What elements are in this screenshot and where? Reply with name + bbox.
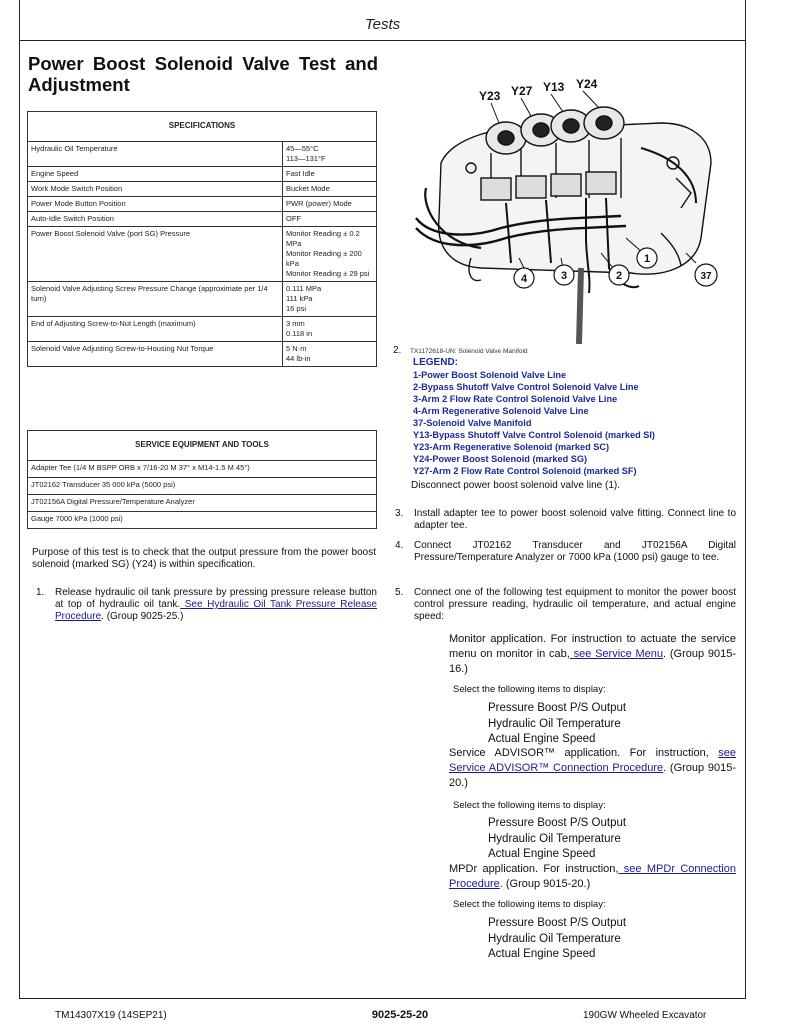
- frame-right-border: [745, 0, 746, 998]
- spec-value: 3 mm 0.118 in: [283, 317, 377, 342]
- spec-value: 5 N·m 44 lb-in: [283, 342, 377, 367]
- legend-item: Y27-Arm 2 Flow Rate Control Solenoid (marked SF): [413, 466, 637, 476]
- spec-item: Solenoid Valve Adjusting Screw Pressure Change (approximate per 1/4 turn): [28, 282, 283, 317]
- step-1-text: [55, 587, 377, 623]
- display-item: Hydraulic Oil Temperature: [488, 832, 621, 845]
- legend-item: Y24-Power Boost Solenoid (marked SG): [413, 454, 588, 464]
- spec-item: Power Mode Button Position: [28, 197, 283, 212]
- header-rule: [19, 40, 746, 41]
- tank-pressure-release-link[interactable]: See Hydraulic Oil Tank Pressure Release Procedure: [55, 599, 377, 622]
- spec-row: [28, 212, 377, 227]
- diagram-label-y24: Y24: [576, 77, 598, 91]
- tool-item: Gauge 7000 kPa (1000 psi): [28, 512, 377, 529]
- mpdr-application-text: [449, 862, 736, 892]
- spec-item: Hydraulic Oil Temperature: [28, 142, 283, 167]
- step-5-text: Connect one of the following test equipment to monitor the power boost control pressure reading, hydraulic oil temperature, and actual engine speed:: [414, 587, 736, 622]
- monitor-body: Monitor application. For instruction to actuate the service menu on monitor in cab,: [449, 633, 736, 660]
- legend-item: 2-Bypass Shutoff Valve Control Solenoid Valve Line: [413, 382, 639, 392]
- display-item: Pressure Boost P/S Output: [488, 917, 627, 929]
- footer-rule: [19, 998, 746, 999]
- spec-row: [28, 282, 377, 317]
- monitor-group: . (Group 9015-16.): [449, 648, 736, 675]
- step-1-body: Release hydraulic oil tank pressure by pressing pressure release button at top of hydraulic oil tank.: [55, 587, 377, 610]
- step-1-number: 1.: [36, 587, 45, 598]
- spec-item: Work Mode Switch Position: [28, 182, 283, 197]
- callout-1: 1: [643, 253, 651, 265]
- legend-title: LEGEND:: [413, 357, 458, 368]
- legend-item: Y23-Arm Regenerative Solenoid (marked SC): [413, 442, 610, 452]
- mpdr-body: MPDr application. For instruction,: [449, 863, 619, 875]
- step-4-text: Connect JT02162 Transducer and JT02156A Digital Pressure/Temperature Analyzer or 7000 kPa (1000 psi) gauge to tee.: [414, 540, 736, 563]
- legend-item: Y13-Bypass Shutoff Valve Control Solenoid (marked SI): [413, 430, 655, 440]
- display-item: Hydraulic Oil Temperature: [488, 932, 621, 945]
- spec-item: Auto-Idle Switch Position: [28, 212, 283, 227]
- legend-item: 4-Arm Regenerative Solenoid Valve Line: [413, 406, 589, 416]
- select-label-3: Select the following items to display:: [453, 899, 606, 910]
- service-advisor-connection-link[interactable]: see Service ADVISOR™ Connection Procedure: [449, 747, 736, 774]
- diagram-label-y13: Y13: [543, 80, 565, 94]
- display-item: Pressure Boost P/S Output: [488, 817, 627, 829]
- diagram-label-y27: Y27: [511, 84, 533, 98]
- figure-legend: [413, 357, 655, 477]
- footer-page-number: 9025-25-20: [371, 1009, 429, 1021]
- spec-row: [28, 197, 377, 212]
- header-title: Tests: [364, 16, 401, 33]
- mpdr-connection-link[interactable]: see MPDr Connection Procedure: [449, 863, 736, 890]
- step-3-text: Install adapter tee to power boost solenoid valve fitting. Connect line to adapter tee.: [414, 508, 736, 531]
- disconnect-instruction: Disconnect power boost solenoid valve line (1).: [411, 480, 620, 491]
- spec-value: 45—55°C 113—131°F: [283, 142, 377, 167]
- tool-row: [28, 495, 377, 512]
- spec-row: [28, 227, 377, 282]
- legend-item: 1-Power Boost Solenoid Valve Line: [413, 370, 567, 380]
- callout-4: 4: [520, 273, 528, 285]
- footer-machine-name: 190GW Wheeled Excavator: [583, 1010, 707, 1021]
- service-tools-table: [27, 430, 377, 529]
- spec-row: [28, 317, 377, 342]
- callout-2: 2: [615, 270, 623, 282]
- spec-row: [28, 167, 377, 182]
- figure-id: TX1172618-UN: Solenoid Valve Manifold: [410, 348, 528, 355]
- display-item: Hydraulic Oil Temperature: [488, 717, 621, 730]
- spec-value: PWR (power) Mode: [283, 197, 377, 212]
- legend-item: 37-Solenoid Valve Manifold: [413, 418, 532, 428]
- solenoid-valve-manifold-diagram: [411, 68, 741, 344]
- tool-item: JT02162 Transducer 35 000 kPa (5000 psi): [28, 478, 377, 495]
- step-1-group: . (Group 9025-25.): [101, 611, 184, 622]
- spec-item: End of Adjusting Screw-to-Nut Length (maximum): [28, 317, 283, 342]
- select-label-1: Select the following items to display:: [453, 684, 606, 695]
- display-item: Actual Engine Speed: [488, 948, 596, 960]
- tool-row: [28, 478, 377, 495]
- display-items-1: [488, 701, 626, 748]
- tool-row: [28, 461, 377, 478]
- service-menu-link[interactable]: see Service Menu: [569, 648, 664, 660]
- spec-row: [28, 182, 377, 197]
- display-item: Actual Engine Speed: [488, 733, 596, 745]
- specifications-heading: SPECIFICATIONS: [28, 112, 377, 142]
- diagram-label-y23: Y23: [479, 89, 501, 103]
- step-4-number: 4.: [395, 540, 404, 551]
- step-5-number: 5.: [395, 587, 404, 598]
- display-item: Pressure Boost P/S Output: [488, 702, 627, 714]
- tool-item: JT02156A Digital Pressure/Temperature Analyzer: [28, 495, 377, 512]
- spec-value: Bucket Mode: [283, 182, 377, 197]
- spec-value: Monitor Reading ± 0.2 MPa Monitor Reading ± 200 kPa Monitor Reading ± 29 psi: [283, 227, 377, 282]
- step-3-number: 3.: [395, 508, 404, 519]
- legend-item: 3-Arm 2 Flow Rate Control Solenoid Valve Line: [413, 394, 618, 404]
- purpose-text: Purpose of this test is to check that the output pressure from the power boost solenoid (marked SG) (Y24) is within specification.: [32, 547, 376, 570]
- spec-value: Fast Idle: [283, 167, 377, 182]
- tool-row: [28, 512, 377, 529]
- advisor-group: . (Group 9015-20.): [449, 762, 736, 789]
- select-label-2: Select the following items to display:: [453, 800, 606, 811]
- frame-left-border: [19, 0, 20, 998]
- callout-3: 3: [560, 270, 568, 282]
- spec-row: [28, 342, 377, 367]
- display-item: Actual Engine Speed: [488, 848, 596, 860]
- spec-item: Engine Speed: [28, 167, 283, 182]
- callout-37: 37: [700, 271, 712, 282]
- specifications-table: [27, 111, 377, 367]
- monitor-application-text: [449, 632, 736, 677]
- footer-manual-id: TM14307X19 (14SEP21): [55, 1010, 167, 1021]
- service-tools-heading: SERVICE EQUIPMENT AND TOOLS: [28, 431, 377, 461]
- tool-item: Adapter Tee (1/4 M BSPP ORB x 7/16-20 M 37° x M14-1.5 M 45°): [28, 461, 377, 478]
- spec-row: [28, 142, 377, 167]
- display-items-2: [488, 816, 626, 863]
- figure-number: 2.: [393, 345, 402, 356]
- service-advisor-text: [449, 746, 736, 791]
- spec-value: OFF: [283, 212, 377, 227]
- section-title: Power Boost Solenoid Valve Test and Adjustment: [28, 53, 378, 95]
- spec-value: 0.111 MPa 111 kPa 16 psi: [283, 282, 377, 317]
- spec-item: Power Boost Solenoid Valve (port SG) Pressure: [28, 227, 283, 282]
- spec-item: Solenoid Valve Adjusting Screw-to-Housing Nut Torque: [28, 342, 283, 367]
- mpdr-group: . (Group 9015-20.): [499, 878, 591, 890]
- display-items-3: [488, 916, 626, 963]
- advisor-body: Service ADVISOR™ application. For instruction,: [449, 747, 709, 759]
